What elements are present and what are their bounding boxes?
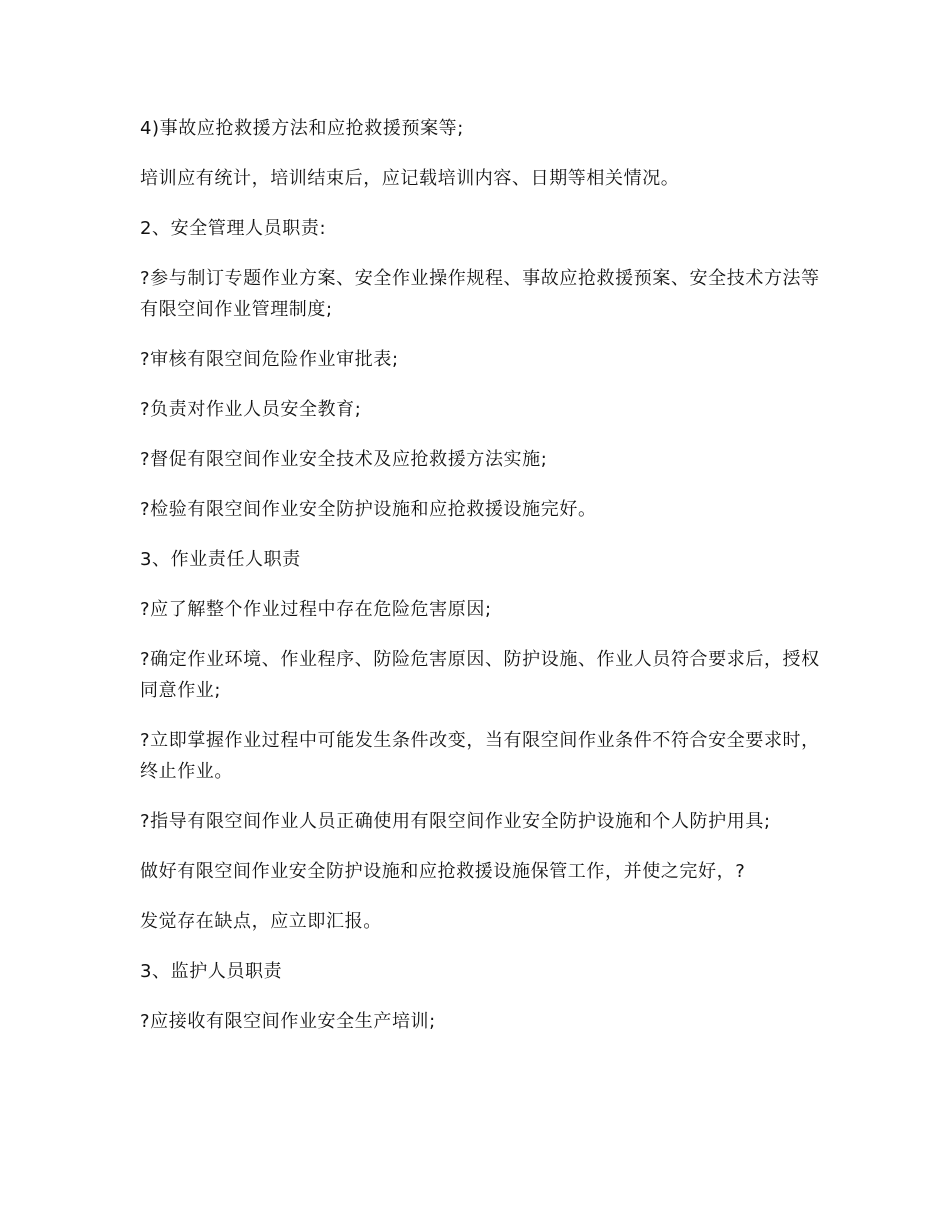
list-item-safety-education: ?负责对作业人员安全教育; bbox=[140, 399, 362, 420]
list-item-terminate-work: ?立即掌握作业过程中可能发生条件改变，当有限空间作业条件不符合安全要求时，终止作业。 bbox=[140, 730, 820, 782]
list-item-participate-plans: ?参与制订专题作业方案、安全作业操作规程、事故应抢救援预案、安全技术方法等有限空间作业管理制度; bbox=[140, 268, 820, 320]
paragraph-report-defects: 发觉存在缺点，应立即汇报。 bbox=[140, 911, 382, 932]
list-item-review-approval: ?审核有限空间危险作业审批表; bbox=[140, 349, 399, 370]
list-item-understand-hazards: ?应了解整个作业过程中存在危险危害原因; bbox=[140, 599, 492, 620]
list-item-accident-rescue: 4)事故应抢救援方法和应抢救援预案等; bbox=[140, 118, 464, 139]
paragraph-training-records: 培训应有统计，培训结束后，应记载培训内容、日期等相关情况。 bbox=[140, 168, 680, 189]
section-heading-work-supervisor: 3、作业责任人职责 bbox=[140, 549, 301, 570]
list-item-receive-training: ?应接收有限空间作业安全生产培训; bbox=[140, 1011, 436, 1032]
list-item-inspect-facilities: ?检验有限空间作业安全防护设施和应抢救援设施完好。 bbox=[140, 499, 597, 520]
list-item-authorize-work: ?确定作业环境、作业程序、防险危害原因、防护设施、作业人员符合要求后，授权同意作业; bbox=[140, 649, 820, 701]
section-heading-safety-managers: 2、安全管理人员职责: bbox=[140, 218, 327, 239]
paragraph-maintain-facilities: 做好有限空间作业安全防护设施和应抢救援设施保管工作，并使之完好，? bbox=[140, 861, 746, 882]
list-item-guide-equipment: ?指导有限空间作业人员正确使用有限空间作业安全防护设施和个人防护用具; bbox=[140, 811, 771, 832]
document-body bbox=[140, 113, 830, 1056]
list-item-supervise-measures: ?督促有限空间作业安全技术及应抢救援方法实施; bbox=[140, 449, 548, 470]
section-heading-monitors: 3、监护人员职责 bbox=[140, 961, 283, 982]
